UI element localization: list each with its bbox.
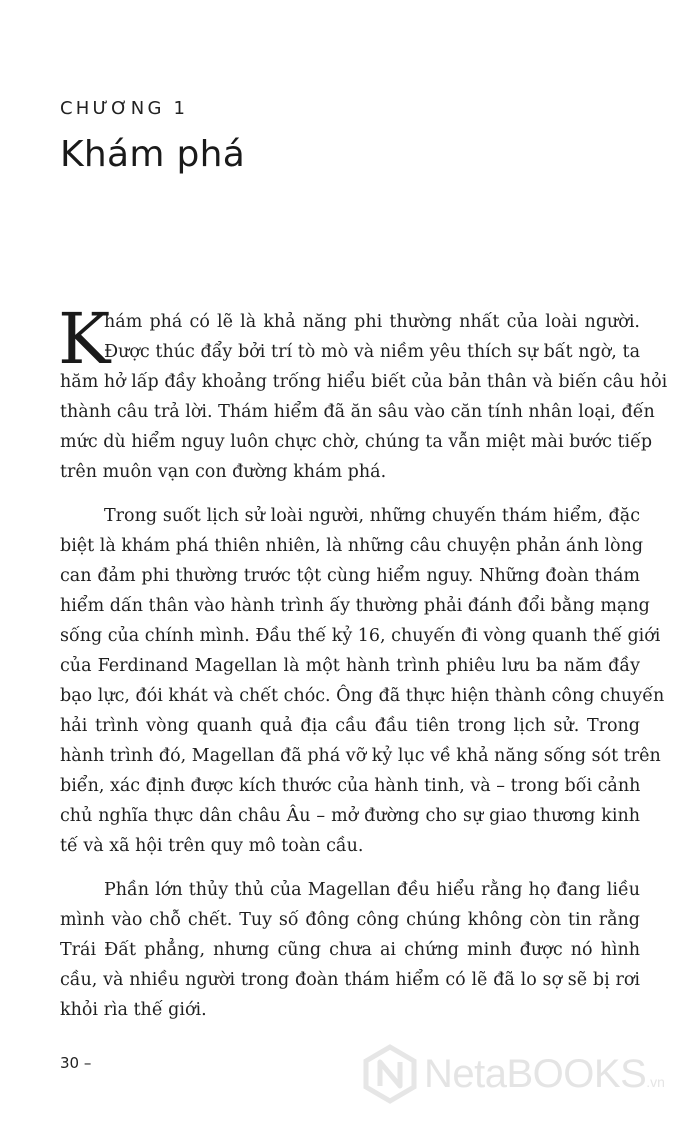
text-line: Phần lớn thủy thủ của Magellan đều hiểu rằng họ đang liều [104,880,640,900]
text-line: biển, xác định được kích thước của hành tinh, và – trong bối cảnh [60,776,641,796]
text-line: chủ nghĩa thực dân châu Âu – mở đường cho sự giao thương kinh [60,806,640,826]
text-line: cầu, và nhiều người trong đoàn thám hiểm có lẽ đã lo sợ sẽ bị rơi [60,970,640,990]
text-line: mức dù hiểm nguy luôn chực chờ, chúng ta vẫn miệt mài bước tiếp [60,432,653,452]
text-line: sống của chính mình. Đầu thế kỷ 16, chuyến đi vòng quanh thế giới [60,626,661,646]
page-number: 30 – [60,1054,92,1072]
watermark-suffix: .vn [646,1074,665,1090]
body-text [58,298,668,1039]
watermark [360,1044,665,1104]
drop-cap: K [58,298,111,380]
text-line: hiểm dấn thân vào hành trình ấy thường phải đánh đổi bằng mạng [60,596,650,616]
text-line: khỏi rìa thế giới. [60,1000,207,1020]
text-line: tế và xã hội trên quy mô toàn cầu. [60,836,364,856]
text-line: trên muôn vạn con đường khám phá. [60,462,387,482]
text-line: của Ferdinand Magellan là một hành trình phiêu lưu ba năm đầy [60,656,640,676]
text-line: bạo lực, đói khát và chết chóc. Ông đã thực hiện thành công chuyến [60,686,665,706]
text-line: Trong suốt lịch sử loài người, những chuyến thám hiểm, đặc [104,506,640,526]
chapter-title: Khám phá [60,134,246,175]
text-line: hải trình vòng quanh quả địa cầu đầu tiên trong lịch sử. Trong [60,716,640,736]
text-line: Được thúc đẩy bởi trí tò mò và niềm yêu thích sự bất ngờ, ta [104,342,640,362]
text-line: hám phá có lẽ là khả năng phi thường nhất của loài người. [104,312,640,332]
paragraph-2 [60,501,665,861]
text-line: Trái Đất phẳng, nhưng cũng chưa ai chứng minh được nó hình [60,940,640,960]
text-line: thành câu trả lời. Thám hiểm đã ăn sâu vào căn tính nhân loại, đến [60,402,655,422]
text-line: can đảm phi thường trước tột cùng hiểm nguy. Những đoàn thám [60,566,640,586]
text-line: mình vào chỗ chết. Tuy số đông công chúng không còn tin rằng [60,910,640,930]
text-line: hăm hở lấp đầy khoảng trống hiểu biết của bản thân và biến câu hỏi [60,372,668,392]
text-line: hành trình đó, Magellan đã phá vỡ kỷ lục về khả năng sống sót trên [60,746,661,766]
text-line: biệt là khám phá thiên nhiên, là những câu chuyện phản ánh lòng [60,536,644,556]
watermark-text: NetaBOOKS [424,1051,647,1096]
netabooks-logo-icon [360,1044,420,1104]
paragraph-1 [58,298,668,487]
chapter-label: CHƯƠNG 1 [60,98,189,119]
paragraph-3 [60,875,640,1025]
